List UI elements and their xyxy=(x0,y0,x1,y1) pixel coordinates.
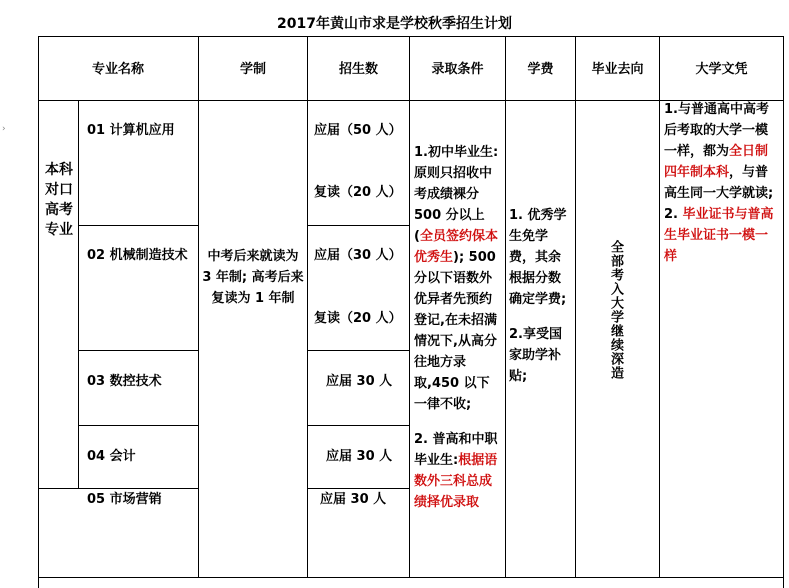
major-computer: 01 计算机应用 xyxy=(87,123,175,138)
header-destination: 毕业去向 xyxy=(591,62,644,77)
quota-computer-repeat: 复读（20 人） xyxy=(314,185,402,200)
admission-p2-a: 2. 普高和中职毕业生: xyxy=(414,432,498,468)
quota-accounting: 应届 30 人 xyxy=(326,449,393,464)
quota-computer-fresh: 应届（50 人） xyxy=(314,123,402,138)
major-accounting: 04 会计 xyxy=(87,449,136,464)
admission-conditions xyxy=(414,142,502,513)
header-duration: 学制 xyxy=(239,62,266,77)
caret-icon: › xyxy=(2,124,6,134)
header-enrollment: 招生数 xyxy=(338,62,378,77)
certificate-p2-highlight: 毕业证书与普高生毕业证书一模一样 xyxy=(664,207,774,264)
header-tuition: 学费 xyxy=(527,62,554,77)
quota-mechanical-repeat: 复读（20 人） xyxy=(314,311,402,326)
quota-mechanical-fresh: 应届（30 人） xyxy=(314,248,402,263)
certificate-p1-highlight: 全日制四年制本科 xyxy=(664,144,769,180)
major-marketing: 05 市场营销 xyxy=(87,492,162,507)
certificate-text xyxy=(664,99,780,267)
tuition-p1: 1. 优秀学生免学费，其余根据分数确定学费; xyxy=(509,208,567,307)
major-mechanical: 02 机械制造技术 xyxy=(87,248,188,263)
admission-p1-b: ); 500 分以下语数外优异者先预约登记,在未招满情况下,从高分往地方录取,450 以下一律不收; xyxy=(414,250,497,412)
header-major: 专业名称 xyxy=(91,62,144,77)
admission-p1-a: 1.初中毕业生:原则只招收中考成绩裸分 500 分以上( xyxy=(414,145,499,244)
quota-cnc: 应届 30 人 xyxy=(326,374,393,389)
tuition-p2: 2.享受国家助学补贴; xyxy=(509,327,562,384)
page-title: 2017年黄山市求是学校秋季招生计划 xyxy=(277,16,512,32)
certificate-p1-a: 1.与普通高中高考后考取的大学一模一样，都为 xyxy=(664,102,769,159)
header-admission: 录取条件 xyxy=(431,62,484,77)
admission-p2-highlight: 根据语数外三科总成绩择优录取 xyxy=(414,453,498,510)
quota-marketing: 应届 30 人 xyxy=(320,492,387,507)
header-certificate: 大学文凭 xyxy=(695,62,748,77)
duration-text: 中考后来就读为 3 年制; 高考后来复读为 1 年制 xyxy=(202,249,304,306)
admission-p1-highlight: 全员签约保本优秀生 xyxy=(414,229,498,265)
tuition-text xyxy=(509,205,573,387)
major-cnc: 03 数控技术 xyxy=(87,374,162,389)
destination-text: 全部考入大学继续深造 xyxy=(608,240,623,380)
certificate-p1-b: ，与普高生同一大学就读; xyxy=(664,165,774,201)
certificate-p2-a: 2. xyxy=(664,207,683,222)
category-label: 本科对口高考专业 xyxy=(45,162,73,238)
